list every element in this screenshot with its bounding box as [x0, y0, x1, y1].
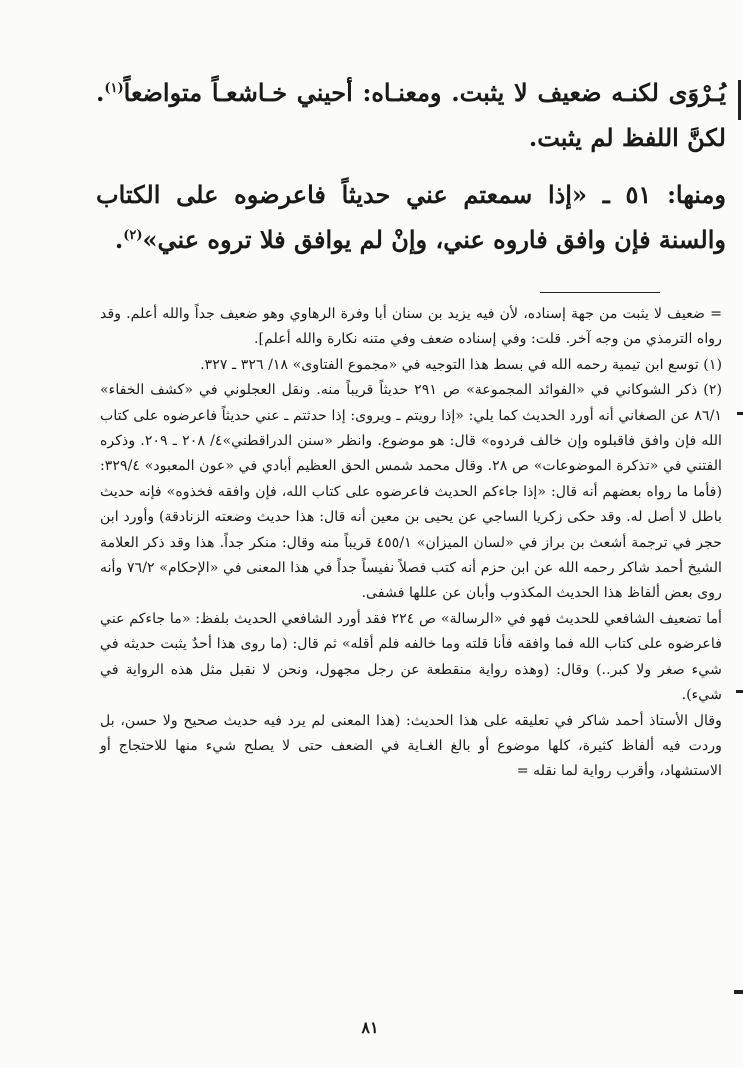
footnote-ref-2: (٢)	[123, 228, 143, 243]
scan-edge-mark	[737, 412, 743, 415]
main-text	[96, 70, 726, 262]
page-number: ٨١	[361, 1018, 379, 1037]
main-paragraph-1-end: . لكنَّ اللفظ لم يثبت.	[96, 78, 726, 152]
footnotes	[100, 302, 722, 785]
main-paragraph-1	[96, 70, 726, 160]
scan-edge-mark	[736, 690, 743, 693]
main-paragraph-2-end: .	[114, 225, 124, 254]
scan-edge-mark	[734, 990, 743, 994]
footnote-2-part-2: أما تضعيف الشافعي للحديث فهو في «الرسالة» ص ٢٢٤ فقد أورد الشافعي الحديث بلفظ: «ما جاءكم عني فاعرضوه على كتاب الله فما وافقه فأنا قلته وما خالفه فلم أقله» ثم قال: (ما روى هذا أحدٌ يثبت حديثه في شيء صغر ولا كبر..) وقال: (وهذه رواية منقطعة عن رجل مجهول، ونحن لا نقبل مثل هذه الرواية في شيء).	[100, 610, 722, 704]
footnote-continuation: = ضعيف لا يثبت من جهة إسناده، لأن فيه يزيد بن سنان أبا وفرة الرهاوي وهو ضعيف جداً والله أعلم. وقد رواه الترمذي من وجه آخر. قلت: وفي إسناده ضعف وفي متنه نكارة والله أعلم].	[100, 306, 722, 348]
scan-edge-mark	[738, 80, 741, 120]
footnote-1: (١) توسع ابن تيمية رحمه الله في بسط هذا التوجيه في «مجموع الفتاوى» ١٨/ ٣٢٦ ـ ٣٢٧.	[200, 356, 722, 373]
main-paragraph-2	[96, 172, 726, 262]
main-paragraph-1-text: يُـرْوَى لكنـه ضعيف لا يثبت. ومعنـاه: أحيني خـاشعـاً متواضعاً	[123, 78, 726, 107]
footnote-ref-1: (١)	[104, 81, 124, 96]
main-paragraph-2-text: ومنها: ٥١ ـ «إذا سمعتم عني حديثاً فاعرضوه على الكتاب والسنة فإن وافق فاروه عني، وإنْ لم يوافق فلا تروه عني»	[96, 180, 726, 254]
footnote-2: (٢) ذكر الشوكاني في «الفوائد المجموعة» ص ٢٩١ حديثاً قريباً منه. ونقل العجلوني في «كشف الخفاء» ٨٦/١ عن الصغاني أنه أورد الحديث كما يلي: «إذا رويتم ـ ويروى: إذا حدثتم ـ عني حديثاً فاعرضوه على كتاب الله فإن وافق فاقبلوه وإن خالف فردوه» قال: هو موضوع. وانظر «سنن الدراقطني»٤/ ٢٠٨ ـ ٢٠٩. وذكره الفتني في «تذكرة الموضوعات» ص ٢٨. وقال محمد شمس الحق العظيم أبادي في «عون المعبود» ٣٢٩/٤: (فأما ما رواه بعضهم أنه قال: «إذا جاءكم الحديث فاعرضوه على كتاب الله، فإن وافقه فخذوه» فإنه حديث باطل لا أصل له. وقد حكى زكريا الساجي عن يحيى بن معين أنه قال: هذا حديث وضعته الزنادقة) وأورد ابن حجر في ترجمة أشعث بن براز في «لسان الميزان» ٤٥٥/١ قريباً منه وقال: منكر جداً. هذا وقد ذكر العلامة الشيخ أحمد شاكر رحمه الله عن ابن حزم أنه كتب فصلاً نفيساً جداً في هذا المعنى في «الإحكام» ٧٦/٢ وأنه روى بعض ألفاظ هذا الحديث المكذوب وأبان عن عللها فشفى.	[100, 382, 722, 602]
footnote-separator	[540, 292, 660, 293]
footnote-2-part-3: وقال الأستاذ أحمد شاكر في تعليقه على هذا الحديث: (هذا المعنى لم يرد فيه حديث صحيح ولا حسن، بل وردت فيه ألفاظ كثيرة، كلها موضوع أو بالغ الغـاية في الضعف حتى لا يصلح شيء منها للاحتجاج أو الاستشهاد، وأقرب رواية لما نقله =	[100, 712, 722, 780]
